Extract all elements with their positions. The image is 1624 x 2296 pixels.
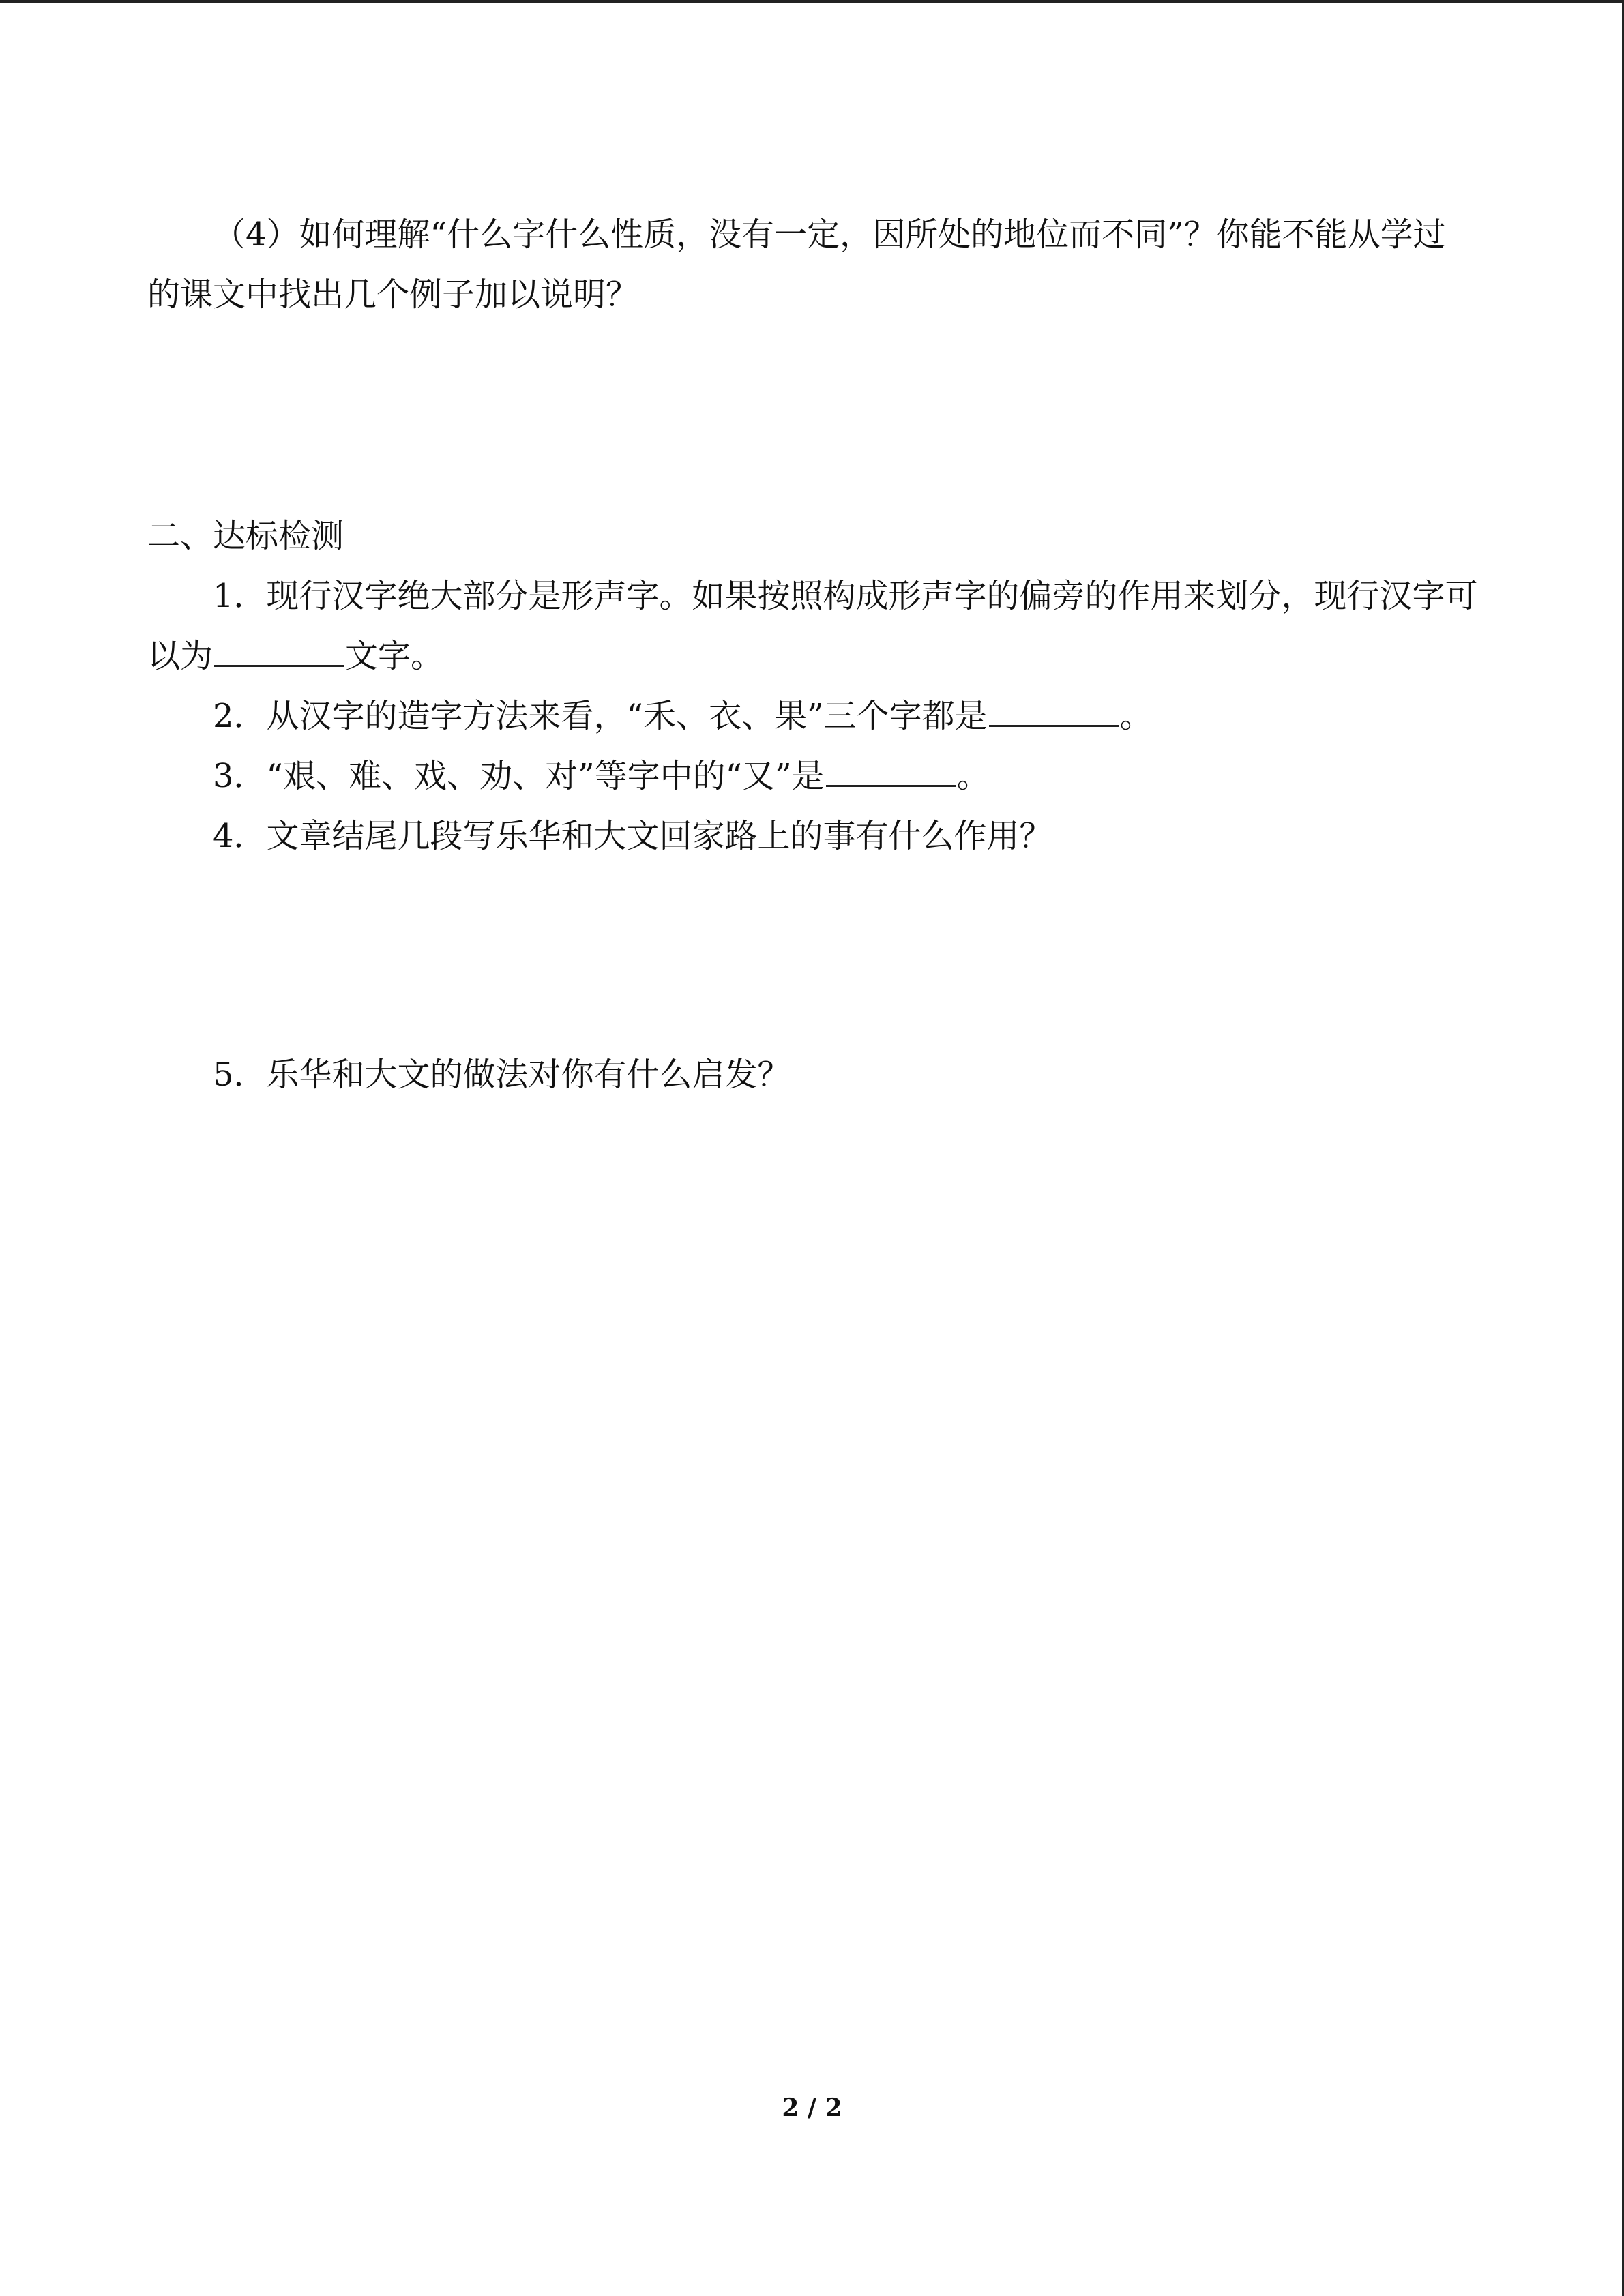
item-3-end: 。 [956, 757, 990, 795]
page-top-border [0, 0, 1624, 3]
item-3 [147, 746, 1543, 806]
page-number: 2 / 2 [782, 2093, 842, 2122]
item-1-prefix: 以为 [147, 637, 213, 675]
item-1-line-1: 1．现行汉字绝大部分是形声字。如果按照构成形声字的偏旁的作用来划分，现行汉字可 [213, 577, 1478, 615]
item-1-suffix: 文字。 [345, 637, 444, 675]
question-4-line-2: 的课文中找出几个例子加以说明？ [147, 275, 639, 314]
fill-in-blank[interactable] [826, 758, 956, 787]
item-3-text: 3．“艰、难、戏、劝、对”等字中的“又”是 [213, 757, 825, 795]
item-2-end: 。 [1119, 697, 1153, 735]
question-4-line-1: （4）如何理解“什么字什么性质，没有一定，因所处的地位而不同”？你能不能从学过 [213, 215, 1446, 254]
section-heading: 二、达标检测 [147, 517, 344, 555]
item-4: 4．文章结尾几段写乐华和大文回家路上的事有什么作用？ [213, 817, 1052, 855]
fill-in-blank[interactable] [214, 638, 344, 667]
item-2-text: 2．从汉字的造字方法来看，“禾、衣、果”三个字都是 [213, 697, 988, 735]
item-2 [147, 686, 1543, 746]
item-1-line-2 [147, 626, 1477, 686]
item-5: 5．乐华和大文的做法对你有什么启发？ [213, 1056, 791, 1094]
fill-in-blank[interactable] [989, 698, 1119, 727]
